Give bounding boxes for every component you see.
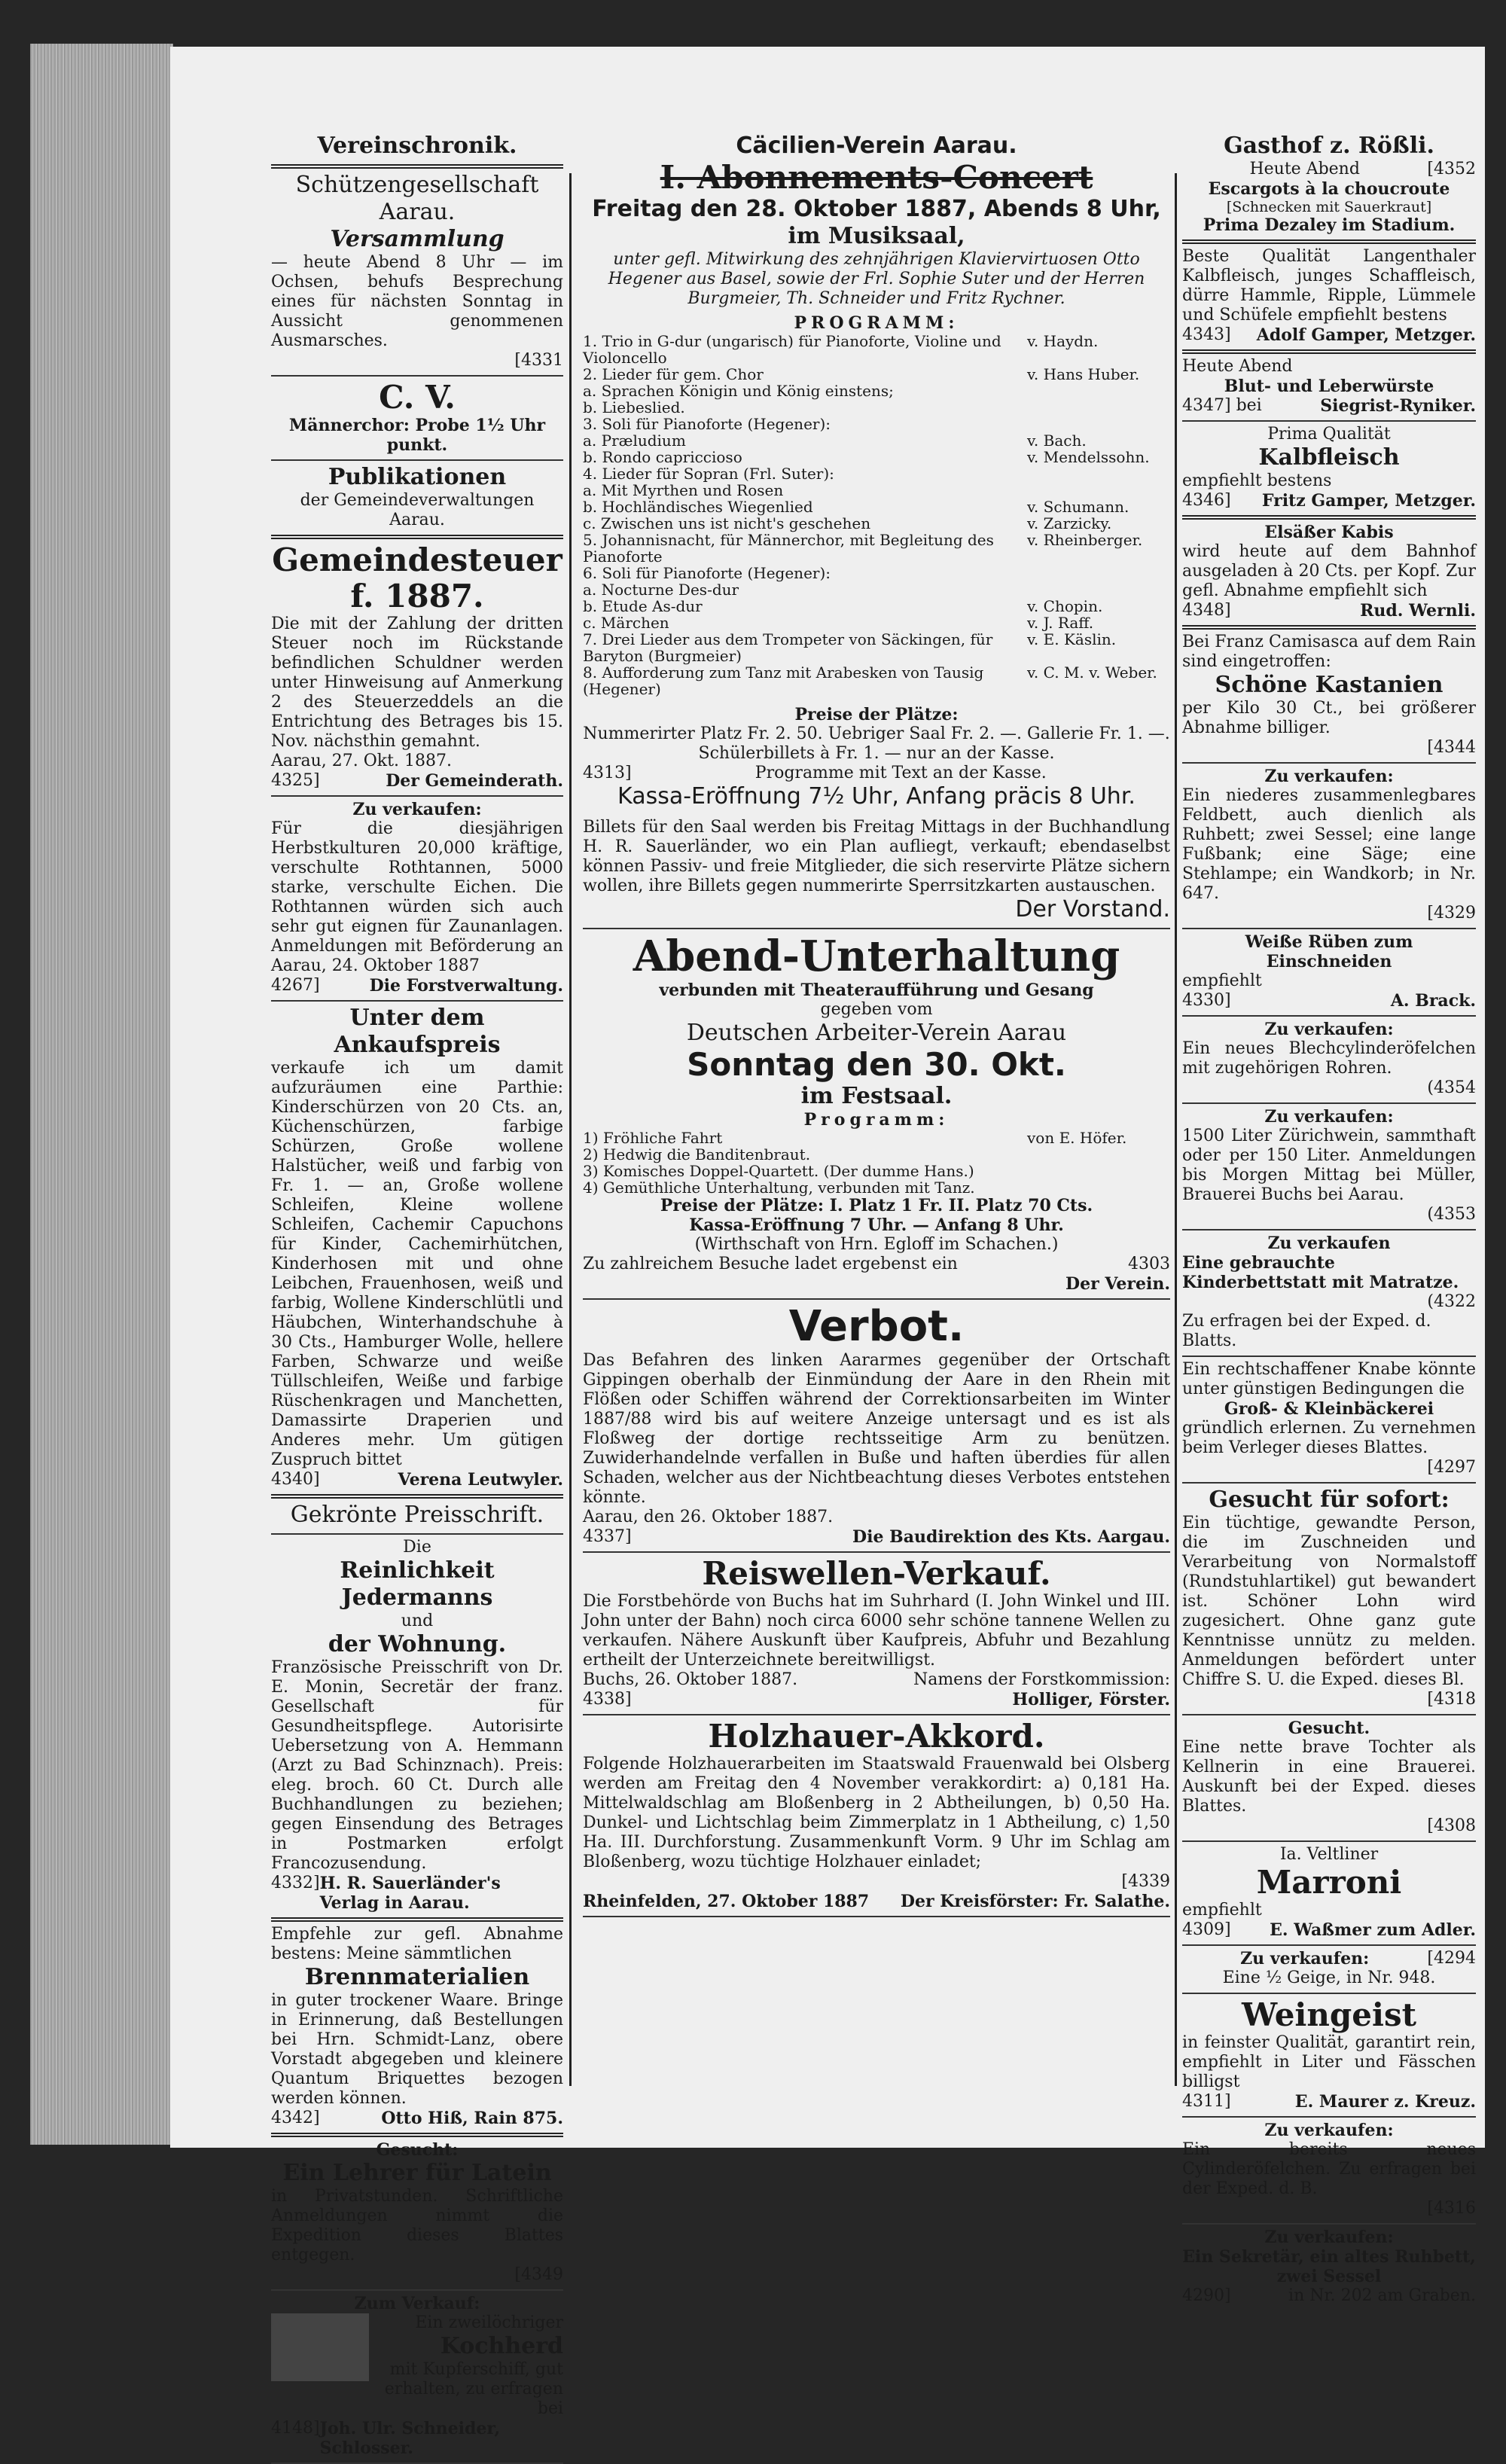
ad-title: Verbot. [788, 1302, 965, 1351]
ad-brennmaterialien [271, 1922, 563, 2137]
program-item [583, 515, 1170, 532]
ad-text: Ein Sekretär, ein altes Ruhbett, zwei Sessel [1182, 2247, 1476, 2286]
program-item-title: 2) Hedwig die Banditenbraut. [583, 1145, 811, 1163]
ad-signature: Verena Leutwyler. [398, 1470, 563, 1490]
ad-title: Elsäßer Kabis [1264, 523, 1394, 542]
ad-signature: E. Waßmer zum Adler. [1270, 1920, 1476, 1940]
ad-title: Zu verkaufen: [1264, 1107, 1394, 1127]
program-item-title: c. Zwischen uns ist nicht's geschehen [583, 514, 871, 532]
program-item-author [1027, 399, 1170, 416]
event-place: im Festsaal. [800, 1083, 953, 1109]
ad-text: gründlich erlernen. Zu vernehmen beim Verleger dieses Blattes. [1182, 1419, 1476, 1457]
ad-number: (4322 [1427, 1292, 1476, 1311]
ad-text: Heute Abend [1249, 160, 1360, 178]
ad-gesucht-sofort [1182, 1484, 1476, 1715]
ad-subtitle: Versammlung [330, 226, 505, 252]
ad-number: 4311] [1182, 2092, 1231, 2111]
ad-text: — heute Abend 8 Uhr — im Ochsen, behufs Besprechung eines für nächsten Sonntag in Aussicht genommenen Ausmarsches. [271, 253, 563, 350]
concert-intro: unter gefl. Mitwirkung des zehnjährigen Klaviervirtuosen Otto Hegener aus Basel, sowie der Frl. Sophie Suter und der Herren Burgmeier, Th. Schneider und Fritz Rychner. [608, 250, 1145, 308]
program-item-author: v. Hans Huber. [1027, 365, 1140, 383]
ad-text: Namens der Forstkommission: [913, 1670, 1170, 1689]
ad-text: Ein tüchtige, gewandte Person, die im Zuschneiden und Verarbeitung von Normalstoff (Rundstuhlartikel) gut bewandert ist. Schöner Lohn wird zugesichert. Ohne ganz gute Kenntnisse unnütz zu melden. Anmeldungen befördert unter Chiffre S. U. die Exped. dieses Bl. [1182, 1514, 1476, 1689]
ad-title: Zu verkaufen [1267, 1234, 1391, 1253]
program-item [583, 449, 1170, 465]
ad-title: Gesucht für sofort: [1209, 1487, 1450, 1513]
ad-number: [4294 [1427, 1949, 1476, 1968]
program-item [583, 1130, 1170, 1146]
ad-number: [4316 [1427, 2199, 1476, 2218]
program-item [583, 565, 1170, 581]
program-item-author [1027, 565, 1170, 581]
program-item-title: 6. Soli für Pianoforte (Hegener): [583, 564, 831, 582]
program-item-author: v. E. Käslin. [1027, 630, 1117, 648]
ad-text: Ia. Veltliner [1279, 1845, 1379, 1864]
ad-text: Das Befahren des linken Aararmes gegenüber der Ortschaft Gippingen oberhalb der Einmündung der Aare in den Rhein mit Flößen oder Schiffen während der Correktionsarbeiten im Winter 1887/88 wird bis auf weitere Anzeige untersagt und es ist als Floßweg der dortige rechtsseitige Arm zu benützen. Zuwiderhandelnde verfallen in Buße und haften überdies für allen Schaden, welcher aus der Nichtbeachtung dieses Verbotes entstehen könnte. [583, 1351, 1170, 1507]
ad-text: Prima Qualität [1267, 425, 1391, 444]
ad-text: per Kilo 30 Ct., bei größerer Abnahme billiger. [1182, 699, 1476, 737]
ad-holzhauer [583, 1715, 1170, 1917]
ad-text: in guter trockener Waare. Bringe in Erinnerung, daß Bestellungen bei Hrn. Schmidt-Lanz, obere Vorstadt abgegeben und kleinere Quantum Briquettes bezogen werden können. [271, 1991, 563, 2108]
ad-number: 4330] [1182, 991, 1231, 1010]
program-item-title: b. Hochländisches Wiegenlied [583, 498, 813, 516]
ad-text: Empfehle zur gefl. Abnahme bestens: Meine sämmtlichen [271, 1925, 563, 1963]
ad-signature: Fritz Gamper, Metzger. [1261, 491, 1476, 511]
ad-number: [4349 [514, 2265, 563, 2284]
ad-text: Preise der Plätze: I. Platz 1 Fr. II. Platz 70 Cts. [660, 1196, 1093, 1215]
program-item-title: a. Nocturne Des-dur [583, 581, 739, 599]
program-item-title: a. Mit Myrthen und Rosen [583, 481, 784, 499]
program-item [583, 416, 1170, 432]
ad-number: 4303 [1128, 1255, 1170, 1273]
ad-reinlichkeit [271, 1535, 563, 1922]
ad-feldbett [1182, 764, 1476, 929]
ad-signature: Adolf Gamper, Metzger. [1256, 325, 1476, 345]
program-item [583, 482, 1170, 499]
ad-title: Kochherd [440, 2333, 563, 2359]
ad-title: Marroni [1256, 1864, 1402, 1901]
ad-text: empfiehlt bestens [1182, 471, 1332, 490]
prices-title: Preise der Plätze: [794, 705, 959, 724]
ad-text: Die [403, 1538, 431, 1557]
program-item-author: v. Schumann. [1027, 498, 1130, 516]
ad-text: Französische Preisschrift von Dr. E. Monin, Secretär der franz. Gesellschaft für Gesundheitspflege. Autorisirte Uebersetzung von A. Hemmann (Arzt zu Bad Schinznach). Preis: eleg. broch. 60 Ct. Durch alle Buchhandlungen zu beziehen; gegen Einsendung des Betrages in Postmarken erfolgt Francozusendung. [271, 1658, 563, 1873]
ad-text: Die Forstbehörde von Buchs hat im Suhrhard (I. John Winkel und III. John unter der Bahn) noch circa 6000 sehr schöne tannene Wellen zu verkaufen. Nähere Auskunft über Kaufpreis, Abfuhr und Bezahlung ertheilt der Unterzeichnete bereitwilligst. [583, 1592, 1170, 1670]
ad-text: verkaufe ich um damit aufzuräumen eine Parthie: Kinderschürzen von 20 Cts. an, Küchenschürzen, farbige Schürzen, Große wollene Halstücher, weiß und farbig von Fr. 1. — an, Große wollene Schleifen, Kleine wollene Schleifen, Cachemir Capuchons für Kinder, Cachemirhütchen, Kinderhosen mit und ohne Leibchen, Frauenhosen, weiß und farbig, Wollene Kinderschlütli und Häubchen, Winterhandschuhe à 30 Cts., Hamburger Wolle, hellere Farben, Schwarze und weiße Tüllschleifen, Weiße und farbige Rüschenkragen und Manchetten, Damassirte Draperien und Anderes mehr. Um gütigen Zuspruch bittet [271, 1059, 563, 1469]
ad-title: Weiße Rüben zum Einschneiden [1245, 932, 1413, 971]
program-item-title: 2. Lieder für gem. Chor [583, 365, 764, 383]
ad-number: 4325] [271, 771, 320, 790]
left-column [271, 130, 563, 2464]
ad-number: 4343] [1182, 325, 1231, 344]
ad-title: Zu verkaufen: [1240, 1949, 1370, 1968]
ad-title: Gasthof z. Rößli. [1224, 133, 1434, 159]
program-item [583, 1146, 1170, 1163]
ad-signature: Der Vorstand. [1015, 896, 1170, 922]
ad-title: der Wohnung. [328, 1631, 507, 1657]
ad-number: [4297 [1427, 1458, 1476, 1477]
ad-number: [4318 [1427, 1690, 1476, 1709]
ad-text: in Privatstunden. Schriftliche Anmeldungen nimmt die Expedition dieses Blattes entgegen. [271, 2187, 563, 2264]
ad-title: Blut- und Leberwürste [1224, 377, 1434, 396]
right-column [1182, 130, 1476, 2310]
ad-abendunterhaltung [583, 929, 1170, 1300]
ad-kabis [1182, 520, 1476, 630]
ad-gemeindesteuer [271, 539, 563, 797]
program-item-title: 3. Soli für Pianoforte (Hegener): [583, 415, 831, 433]
ad-cylinderofen [1182, 2118, 1476, 2225]
ad-number: (4354 [1427, 1078, 1476, 1097]
ad-number: 4346] [1182, 491, 1231, 510]
ad-title: Gekrönte Preisschrift. [290, 1502, 544, 1528]
ad-langenthaler [1182, 244, 1476, 354]
program-item-author: v. Chopin. [1027, 597, 1103, 615]
ad-text: Die mit der Zahlung der dritten Steuer noch im Rückstande befindlichen Schuldner werden unter Hinweisung auf Anmerkung 2 des Steuerzeddels an die Entrichtung des Betrages bis 15. Nov. nächsthin gemahnt. [271, 614, 563, 751]
ad-text: Zu erfragen bei der Exped. d. Blatts. [1182, 1312, 1431, 1350]
ad-number: 4347] bei [1182, 396, 1262, 415]
program-title: Programm: [803, 1110, 950, 1130]
ad-signature: H. R. Sauerländer's Verlag in Aarau. [319, 1874, 501, 1913]
ad-preisschrift-header [271, 1499, 563, 1535]
ad-title: Zum Verkauf: [354, 2294, 480, 2313]
ad-title: Zu verkaufen: [1264, 767, 1394, 786]
program-item-author: von E. Höfer. [1027, 1129, 1127, 1147]
program-item [583, 598, 1170, 614]
ad-text: Eine nette brave Tochter als Kellnerin in eine Brauerei. Auskunft bei der Exped. dieses Blattes. [1182, 1738, 1476, 1816]
program-item [583, 333, 1170, 366]
program-item-author [1027, 1163, 1170, 1179]
ad-number: 4148] [271, 2419, 320, 2438]
program-item-title: b. Liebeslied. [583, 398, 685, 416]
ad-number: 4309] [1182, 1920, 1231, 1939]
ad-text: Bei Franz Camisasca auf dem Rain sind eingetroffen: [1182, 633, 1476, 671]
program-item-title: b. Etude As-dur [583, 597, 703, 615]
ad-zuerichwein [1182, 1104, 1476, 1230]
ad-date: Buchs, 26. Oktober 1887. [583, 1670, 798, 1689]
ad-date: Aarau, den 26. Oktober 1887. [583, 1508, 834, 1526]
ad-text: in feinster Qualität, garantirt rein, empfiehlt in Liter und Fässchen billigst [1182, 2033, 1476, 2091]
program-item-author: v. Bach. [1027, 432, 1087, 450]
ad-text: Folgende Holzhauerarbeiten im Staatswald Frauenwald bei Olsberg werden am Freitag den 4 November verakkordirt: a) 0,181 Ha. Mittelwaldschlag am Bloßenberg in 2 Abtheilungen, b) 0,50 Ha. Dunkel- und Lichtschlag beim Zimmerplatz in 1 Abtheilung, c) 1,50 Ha. III. Durchforstung. Zusammenkunft Vorm. 9 Uhr im Schlag am Bloßenberg, wozu tüchtige Holzhauer einladet; [583, 1755, 1170, 1871]
program-item-author [1027, 465, 1170, 482]
ad-title: Gesucht. [1288, 1718, 1370, 1738]
event-date: Sonntag den 30. Okt. [687, 1046, 1066, 1083]
ad-title: Zu verkaufen: [1264, 2228, 1394, 2247]
ad-text: 1500 Liter Zürichwein, sammthaft oder per 150 Liter. Anmeldungen bis Morgen Mittag bei Müller, Brauerei Buchs bei Aarau. [1182, 1127, 1476, 1204]
program-item [583, 383, 1170, 399]
ad-blutwurst [1182, 354, 1476, 422]
ad-verbot [583, 1300, 1170, 1553]
ad-signature: Otto Hiß, Rain 875. [381, 2109, 563, 2128]
ad-signature: Joh. Ulr. Schneider, Schlosser. [319, 2419, 501, 2458]
program-item-author: v. Zarzicky. [1027, 514, 1112, 532]
ad-text: mit Kupferschiff, gut erhalten, zu erfragen bei [384, 2360, 563, 2418]
program-item-author [1027, 1179, 1170, 1196]
ad-title: Cäcilien-Verein Aarau. [736, 133, 1017, 159]
program-item-title: 1) Fröhliche Fahrt [583, 1129, 723, 1147]
ad-text: empfiehlt [1182, 971, 1262, 990]
kassa-line: Kassa-Eröffnung 7½ Uhr, Anfang präcis 8 Uhr. [617, 783, 1136, 810]
ad-signature: Rud. Wernli. [1360, 601, 1476, 621]
program-item-title: 8. Aufforderung zum Tanz mit Arabesken von Tausig (Hegener) [583, 663, 984, 698]
program-item [583, 499, 1170, 515]
program-item [583, 1179, 1170, 1196]
program-item-title: 4) Gemüthliche Unterhaltung, verbunden mit Tanz. [583, 1179, 975, 1197]
program-item [583, 581, 1170, 598]
ad-signature: Der Verein. [1065, 1274, 1170, 1294]
ad-text: verbunden mit Theateraufführung und Gesang [659, 980, 1094, 1000]
ad-weingeist [1182, 1994, 1476, 2118]
program-item-author [1027, 416, 1170, 432]
ad-title: Ein Lehrer für Latein [282, 2160, 552, 2186]
program-item [583, 614, 1170, 631]
ad-number: [4331 [514, 351, 563, 370]
ad-title: Brennmaterialien [304, 1964, 530, 1990]
ad-text: empfiehlt [1182, 1901, 1262, 1920]
center-column [583, 130, 1170, 1917]
program-item-author [1027, 581, 1170, 598]
program-item [583, 366, 1170, 383]
ad-signature: Die Baudirektion des Kts. Aargau. [852, 1527, 1170, 1547]
ad-title: Schützengesellschaft Aarau. [295, 172, 539, 225]
ad-text: Ein niederes zusammenlegbares Feldbett, auch dienlich als Ruhbett; zwei Sessel; eine lange Fußbank; eine Säge; eine Stehlampe; ein Wandkorb; in Nr. 647. [1182, 786, 1476, 903]
ad-number: (4353 [1427, 1205, 1476, 1224]
ad-number: 4332] [271, 1874, 320, 1892]
ad-number: 4338] [583, 1690, 632, 1709]
program-item-title: a. Præludium [583, 432, 686, 450]
ad-blechofen [1182, 1017, 1476, 1104]
column-rule [1175, 173, 1177, 2086]
ad-tochter [1182, 1715, 1476, 1842]
program-item-title: a. Sprachen Königin und König einstens; [583, 382, 894, 400]
ad-number: [4329 [1427, 904, 1476, 922]
ad-text: Beste Qualität Langenthaler Kalbfleisch, junges Schaffleisch, dürre Hammle, Ripple, Lümmele und Schüfele empfiehlt bestens [1182, 247, 1476, 325]
ad-text: Deutschen Arbeiter-Verein Aarau [686, 1020, 1067, 1046]
program-item [583, 1163, 1170, 1179]
ad-title: Schöne Kastanien [1215, 672, 1444, 698]
section-title: Vereinschronik. [317, 133, 517, 159]
ad-text: Eine ½ Geige, in Nr. 948. [1222, 1968, 1436, 1987]
ad-signature: Siegrist-Ryniker. [1320, 396, 1476, 416]
ad-number: 4342] [271, 2109, 320, 2127]
ad-concert [583, 130, 1170, 929]
program-item-title: 5. Johannisnacht, für Männerchor, mit Begleitung des Pianoforte [583, 531, 994, 566]
ad-title: Zu verkaufen: [1264, 1020, 1394, 1039]
program-title: PROGRAMM: [794, 313, 959, 333]
program-item-title: 1. Trio in G-dur (ungarisch) für Pianoforte, Violine und Violoncello [583, 332, 1001, 367]
ad-text: Kassa-Eröffnung 7 Uhr. — Anfang 8 Uhr. [689, 1215, 1064, 1235]
program-item-author: v. Mendelssohn. [1027, 448, 1150, 466]
ad-gasthof [1182, 130, 1476, 244]
ad-text: gegeben vom [820, 1000, 933, 1019]
ad-number: 4290] [1182, 2286, 1231, 2305]
ad-number: 4313] [583, 764, 632, 782]
ad-signature: Der Gemeinderath. [386, 771, 563, 791]
ad-number: [4352 [1427, 160, 1476, 178]
ad-text: Männerchor: Probe 1½ Uhr punkt. [288, 416, 546, 455]
ad-text: Ein bereits neues Cylinderöfelchen. Zu erfragen bei der Exped. d. B. [1182, 2140, 1476, 2198]
ad-schuetzen [271, 169, 563, 377]
program-item-author: v. J. Raff. [1027, 614, 1094, 632]
ad-text: Für die diesjährigen Herbstkulturen 20,000 kräftige, verschulte Rothtannen, 5000 starke, verschulte Eichen. Die Rothtannen würden sich auch sehr gut eignen für Zaunanlagen. Anmeldungen mit Beförderung an Aarau, 24. Oktober 1887 [271, 819, 563, 975]
ad-geige [1182, 1946, 1476, 1994]
ad-text: Ein zweilöchriger [415, 2313, 563, 2332]
program-item-author: v. Rheinberger. [1027, 531, 1143, 549]
ad-number: 4267] [271, 976, 320, 995]
concert-place: im Musiksaal, [788, 223, 965, 249]
stove-illustration [271, 2313, 369, 2381]
ad-signature: E. Maurer z. Kreuz. [1294, 2092, 1476, 2112]
page-edge [30, 44, 173, 2145]
ad-kinderbett [1182, 1230, 1476, 1357]
program-item-title: 7. Drei Lieder aus dem Trompeter von Säckingen, für Baryton (Burgmeier) [583, 630, 993, 665]
program-item [583, 631, 1170, 664]
ad-title: Zu verkaufen: [352, 800, 482, 819]
ad-number: [4308 [1427, 1816, 1476, 1835]
ad-text: Ein rechtschaffener Knabe könnte unter günstigen Bedingungen die [1182, 1360, 1476, 1398]
program-item-title: 4. Lieder für Sopran (Frl. Suter): [583, 465, 834, 483]
ad-forstverwaltung [271, 797, 563, 1002]
ad-text: Programme mit Text an der Kasse. [755, 764, 1047, 782]
ad-text: Escargots à la choucroute [1208, 179, 1450, 199]
ad-title: Weingeist [1241, 1996, 1417, 2033]
ad-title: Zu verkaufen: [1264, 2121, 1394, 2140]
ad-reiswellen [583, 1553, 1170, 1715]
ad-marroni [1182, 1842, 1476, 1946]
ad-title: Reiswellen-Verkauf. [702, 1555, 1051, 1592]
program-item [583, 532, 1170, 565]
ad-text: und [401, 1612, 434, 1630]
ad-cv [271, 377, 563, 461]
ad-title: Gemeindesteuer f. 1887. [272, 541, 562, 614]
program-list [583, 333, 1170, 697]
ad-rueben [1182, 929, 1476, 1017]
program-item-title: b. Rondo capriccioso [583, 448, 742, 466]
program-item [583, 465, 1170, 482]
ad-signature: A. Brack. [1390, 991, 1476, 1011]
ad-signature: Holliger, Förster. [1012, 1690, 1170, 1709]
program-item [583, 432, 1170, 449]
ad-signature: Die Forstverwaltung. [369, 976, 563, 996]
ad-baeckerei [1182, 1357, 1476, 1484]
program-item-author [1027, 1146, 1170, 1163]
ad-kalbfleisch [1182, 422, 1476, 520]
ad-text: Heute Abend [1182, 357, 1293, 376]
billets-text: Billets für den Saal werden bis Freitag Mittags in der Buchhandlung H. R. Sauerländer, wo ein Plan aufliegt, verkauft; ebendaselbst können Passiv- und freie Mitglieder, die sich reservirte Plätze sichern wollen, ihre Billets gegen nummerirte Sperrsitzkarten austauschen. [583, 818, 1170, 895]
program-item-title: c. Märchen [583, 614, 669, 632]
ad-title: C. V. [379, 379, 456, 416]
ad-kastanien [1182, 630, 1476, 764]
ad-text: (Wirthschaft von Hrn. Egloff im Schachen.) [694, 1235, 1059, 1254]
ad-signature: Der Kreisförster: Fr. Salathe. [900, 1892, 1170, 1911]
program-list [583, 1130, 1170, 1196]
ad-date: Rheinfelden, 27. Oktober 1887 [583, 1892, 870, 1911]
concert-date: Freitag den 28. Oktober 1887, Abends 8 Uhr, [592, 196, 1161, 222]
program-item [583, 399, 1170, 416]
ad-sekretaer [1182, 2225, 1476, 2310]
concert-title: I. Abonnements-Concert [660, 159, 1093, 196]
program-item-author: v. C. M. v. Weber. [1027, 663, 1157, 682]
ad-text: Zu zahlreichem Besuche ladet ergebenst ein [583, 1255, 958, 1273]
program-item-title: 3) Komisches Doppel-Quartett. (Der dumme Hans.) [583, 1162, 974, 1180]
ad-title: Abend-Unterhaltung [633, 932, 1120, 981]
program-item-author [1027, 383, 1170, 399]
ad-text: in Nr. 202 am Graben. [1288, 2286, 1476, 2305]
ad-title: Gesucht: [376, 2140, 459, 2160]
ad-title: Kalbfleisch [1258, 444, 1400, 471]
ad-text: Eine gebrauchte Kinderbettstatt mit Matratze. [1182, 1253, 1459, 1292]
ad-number: 4348] [1182, 601, 1231, 620]
section-subtitle: der Gemeindeverwaltungen Aarau. [300, 491, 535, 529]
prices-text: Nummerirter Platz Fr. 2. 50. Uebriger Saal Fr. 2. —. Gallerie Fr. 1. —. Schülerbillets à Fr. 1. — nur an der Kasse. [583, 724, 1170, 763]
column-rule [569, 173, 572, 2086]
ad-title: Unter dem Ankaufspreis [334, 1005, 501, 1058]
publikationen-header [271, 461, 563, 539]
ad-number: [4344 [1427, 738, 1476, 757]
program-item [583, 664, 1170, 697]
section-title: Publikationen [328, 464, 507, 490]
ad-title: Reinlichkeit Jedermanns [340, 1557, 495, 1611]
ad-number: 4337] [583, 1527, 632, 1546]
ad-title: Groß- & Kleinbäckerei [1224, 1399, 1434, 1419]
program-item-author: v. Haydn. [1027, 332, 1099, 350]
ad-text: [Schnecken mit Sauerkraut] [1226, 199, 1432, 215]
ad-lehrer [271, 2137, 563, 2291]
ad-number: 4340] [271, 1470, 320, 1489]
ad-number: [4339 [1121, 1872, 1170, 1891]
vereinschronik-header [271, 130, 563, 169]
ad-text: Ein neues Blechcylinderöfelchen mit zugehörigen Rohren. [1182, 1039, 1476, 1078]
ad-kochherd [271, 2291, 563, 2464]
ad-text: wird heute auf dem Bahnhof ausgeladen à 20 Cts. per Kopf. Zur gefl. Abnahme empfiehlt sich [1182, 542, 1476, 600]
ad-title: Holzhauer-Akkord. [708, 1718, 1045, 1755]
program-item-author [1027, 482, 1170, 499]
ad-ankaufspreis [271, 1002, 563, 1499]
ad-text: Prima Dezaley im Stadium. [1203, 215, 1456, 235]
ad-date: Aarau, 27. Okt. 1887. [271, 752, 452, 770]
